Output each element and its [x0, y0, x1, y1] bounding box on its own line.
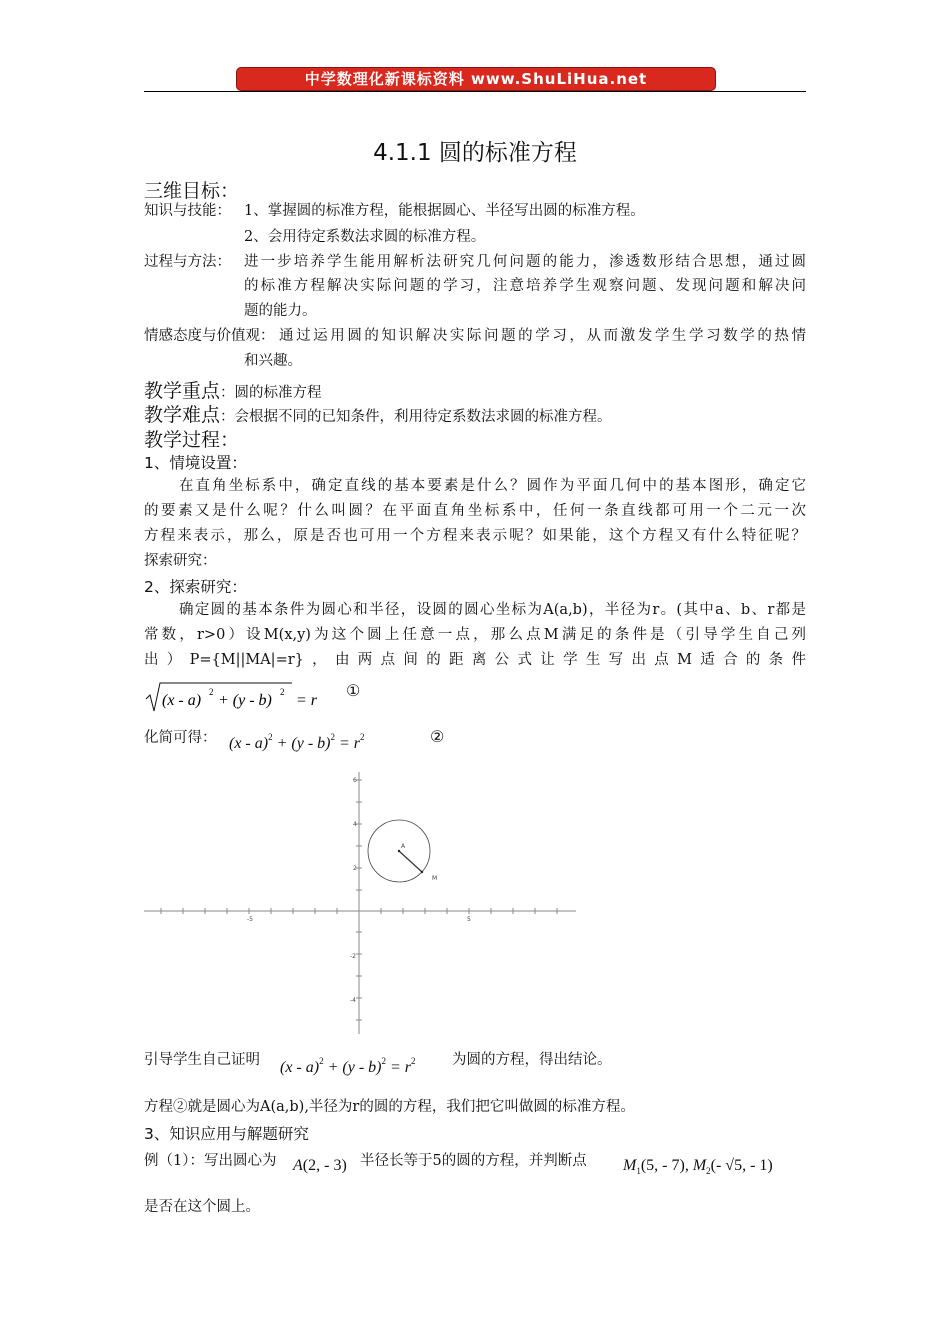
objectives-heading: 三维目标： — [144, 180, 240, 202]
equation-3: $(x - a)^2 + (y - b)^2 = r^2$ — [280, 1056, 416, 1076]
conclusion: 方程②就是圆心为A(a,b),半径为r的圆的方程，我们把它叫做圆的标准方程。 — [144, 1099, 635, 1115]
example-end: 是否在这个圆上。 — [144, 1199, 260, 1215]
header-banner: 中学数理化新课标资料 www.ShuLiHua.net — [236, 67, 716, 91]
y-tick-4: 4 — [353, 821, 357, 828]
y-tick-2: 2 — [353, 865, 357, 872]
example-center: A(2, - 3) — [293, 1157, 347, 1174]
key-point-colon: ： — [220, 385, 235, 401]
svg-text:2: 2 — [209, 687, 214, 697]
key-point — [144, 376, 322, 403]
y-tick-neg4: -4 — [350, 997, 356, 1004]
header-rule — [144, 91, 806, 92]
y-tick-neg2: -2 — [350, 953, 356, 960]
section1-line-2: 的要素又是什么呢？什么叫圆？在平面直角坐标系中，任何一条直线都可用一个二元一次 — [144, 503, 806, 519]
process-line-1: 进一步培养学生能用解析法研究几何问题的能力，渗透数形结合思想，通过圆 — [244, 254, 806, 270]
section3-heading: 3、知识应用与解题研究 — [144, 1125, 309, 1143]
point-a — [398, 850, 400, 852]
knowledge-item-2: 2、会用待定系数法求圆的标准方程。 — [244, 229, 486, 245]
knowledge-item-1: 1、掌握圆的标准方程，能根据圆心、半径写出圆的标准方程。 — [244, 203, 645, 219]
radius-segment — [399, 851, 422, 872]
equation-1-mark: ① — [346, 681, 361, 700]
prove-prefix: 引导学生自己证明 — [144, 1052, 260, 1068]
svg-text:(x - a): (x - a) — [162, 692, 202, 709]
section1-heading: 1、情境设置： — [144, 454, 247, 472]
page-title: 4.1.1 圆的标准方程 — [373, 140, 577, 166]
emotion-line-1: 通过运用圆的知识解决实际问题的学习，从而激发学生学习数学的热情 — [279, 328, 806, 344]
section2-line-1: 确定圆的基本条件为圆心和半径，设圆的圆心坐标为A(a,b)，半径为r。(其中a、b、r都是 — [179, 602, 806, 618]
key-point-label: 教学重点 — [144, 380, 221, 402]
equation-2: $(x - a)^2 + (y - b)^2 = r^2$ — [229, 732, 365, 752]
point-m-label: M — [432, 875, 438, 882]
x-tick-neg5: -5 — [247, 916, 253, 923]
example-points: $M_1(5$, - 7), $M_2(-$ √5, - 1) — [623, 1157, 773, 1177]
process-label: 过程与方法： — [144, 254, 231, 270]
svg-text:+ (y - b): + (y - b) — [218, 692, 272, 709]
point-a-label: A — [401, 843, 406, 850]
key-point-text: 圆的标准方程 — [234, 385, 322, 401]
svg-text:2: 2 — [280, 687, 285, 697]
difficulty — [144, 400, 612, 427]
prove-suffix: 为圆的方程，得出结论。 — [452, 1052, 612, 1068]
simplify-label: 化简可得： — [144, 730, 217, 746]
equation-1 — [144, 680, 339, 714]
svg-text:= r: = r — [296, 692, 318, 709]
process-heading: 教学过程： — [144, 429, 240, 451]
equation-2-mark: ② — [430, 727, 445, 746]
section2-heading: 2、探索研究： — [144, 578, 247, 596]
example-prefix: 例（1）：写出圆心为 — [144, 1153, 277, 1169]
emotion-label: 情感态度与价值观： — [144, 328, 275, 344]
section2-line-2: 常数，r>0）设M(x,y)为这个圆上任意一点，那么点M满足的条件是（引导学生自己列 — [144, 627, 806, 643]
section1-line-1: 在直角坐标系中，确定直线的基本要素是什么？圆作为平面几何中的基本图形，确定它 — [179, 478, 806, 494]
example-mid: 半径长等于5的圆的方程，并判断点 — [360, 1153, 587, 1169]
difficulty-colon: ： — [220, 409, 235, 425]
difficulty-text: 会根据不同的已知条件，利用待定系数法求圆的标准方程。 — [234, 409, 612, 425]
emotion-line-2: 和兴趣。 — [244, 353, 302, 369]
y-tick-6: 6 — [353, 777, 357, 784]
process-line-2: 的标准方程解决实际问题的学习，注意培养学生观察问题、发现问题和解决问 — [244, 278, 806, 294]
section1-line-4: 探索研究： — [144, 553, 217, 569]
difficulty-label: 教学难点 — [144, 404, 221, 426]
x-tick-5: 5 — [467, 916, 471, 923]
section1-line-3: 方程来表示，那么，原是否也可用一个方程来表示呢？如果能，这个方程又有什么特征呢？ — [144, 528, 806, 544]
point-m — [421, 871, 423, 873]
knowledge-label: 知识与技能： — [144, 203, 231, 219]
circle-figure — [144, 772, 576, 1034]
section2-line-3: 出）P={M||MA|=r}，由两点间的距离公式让学生写出点M适合的条件 — [144, 652, 806, 668]
process-line-3: 题的能力。 — [244, 303, 317, 319]
